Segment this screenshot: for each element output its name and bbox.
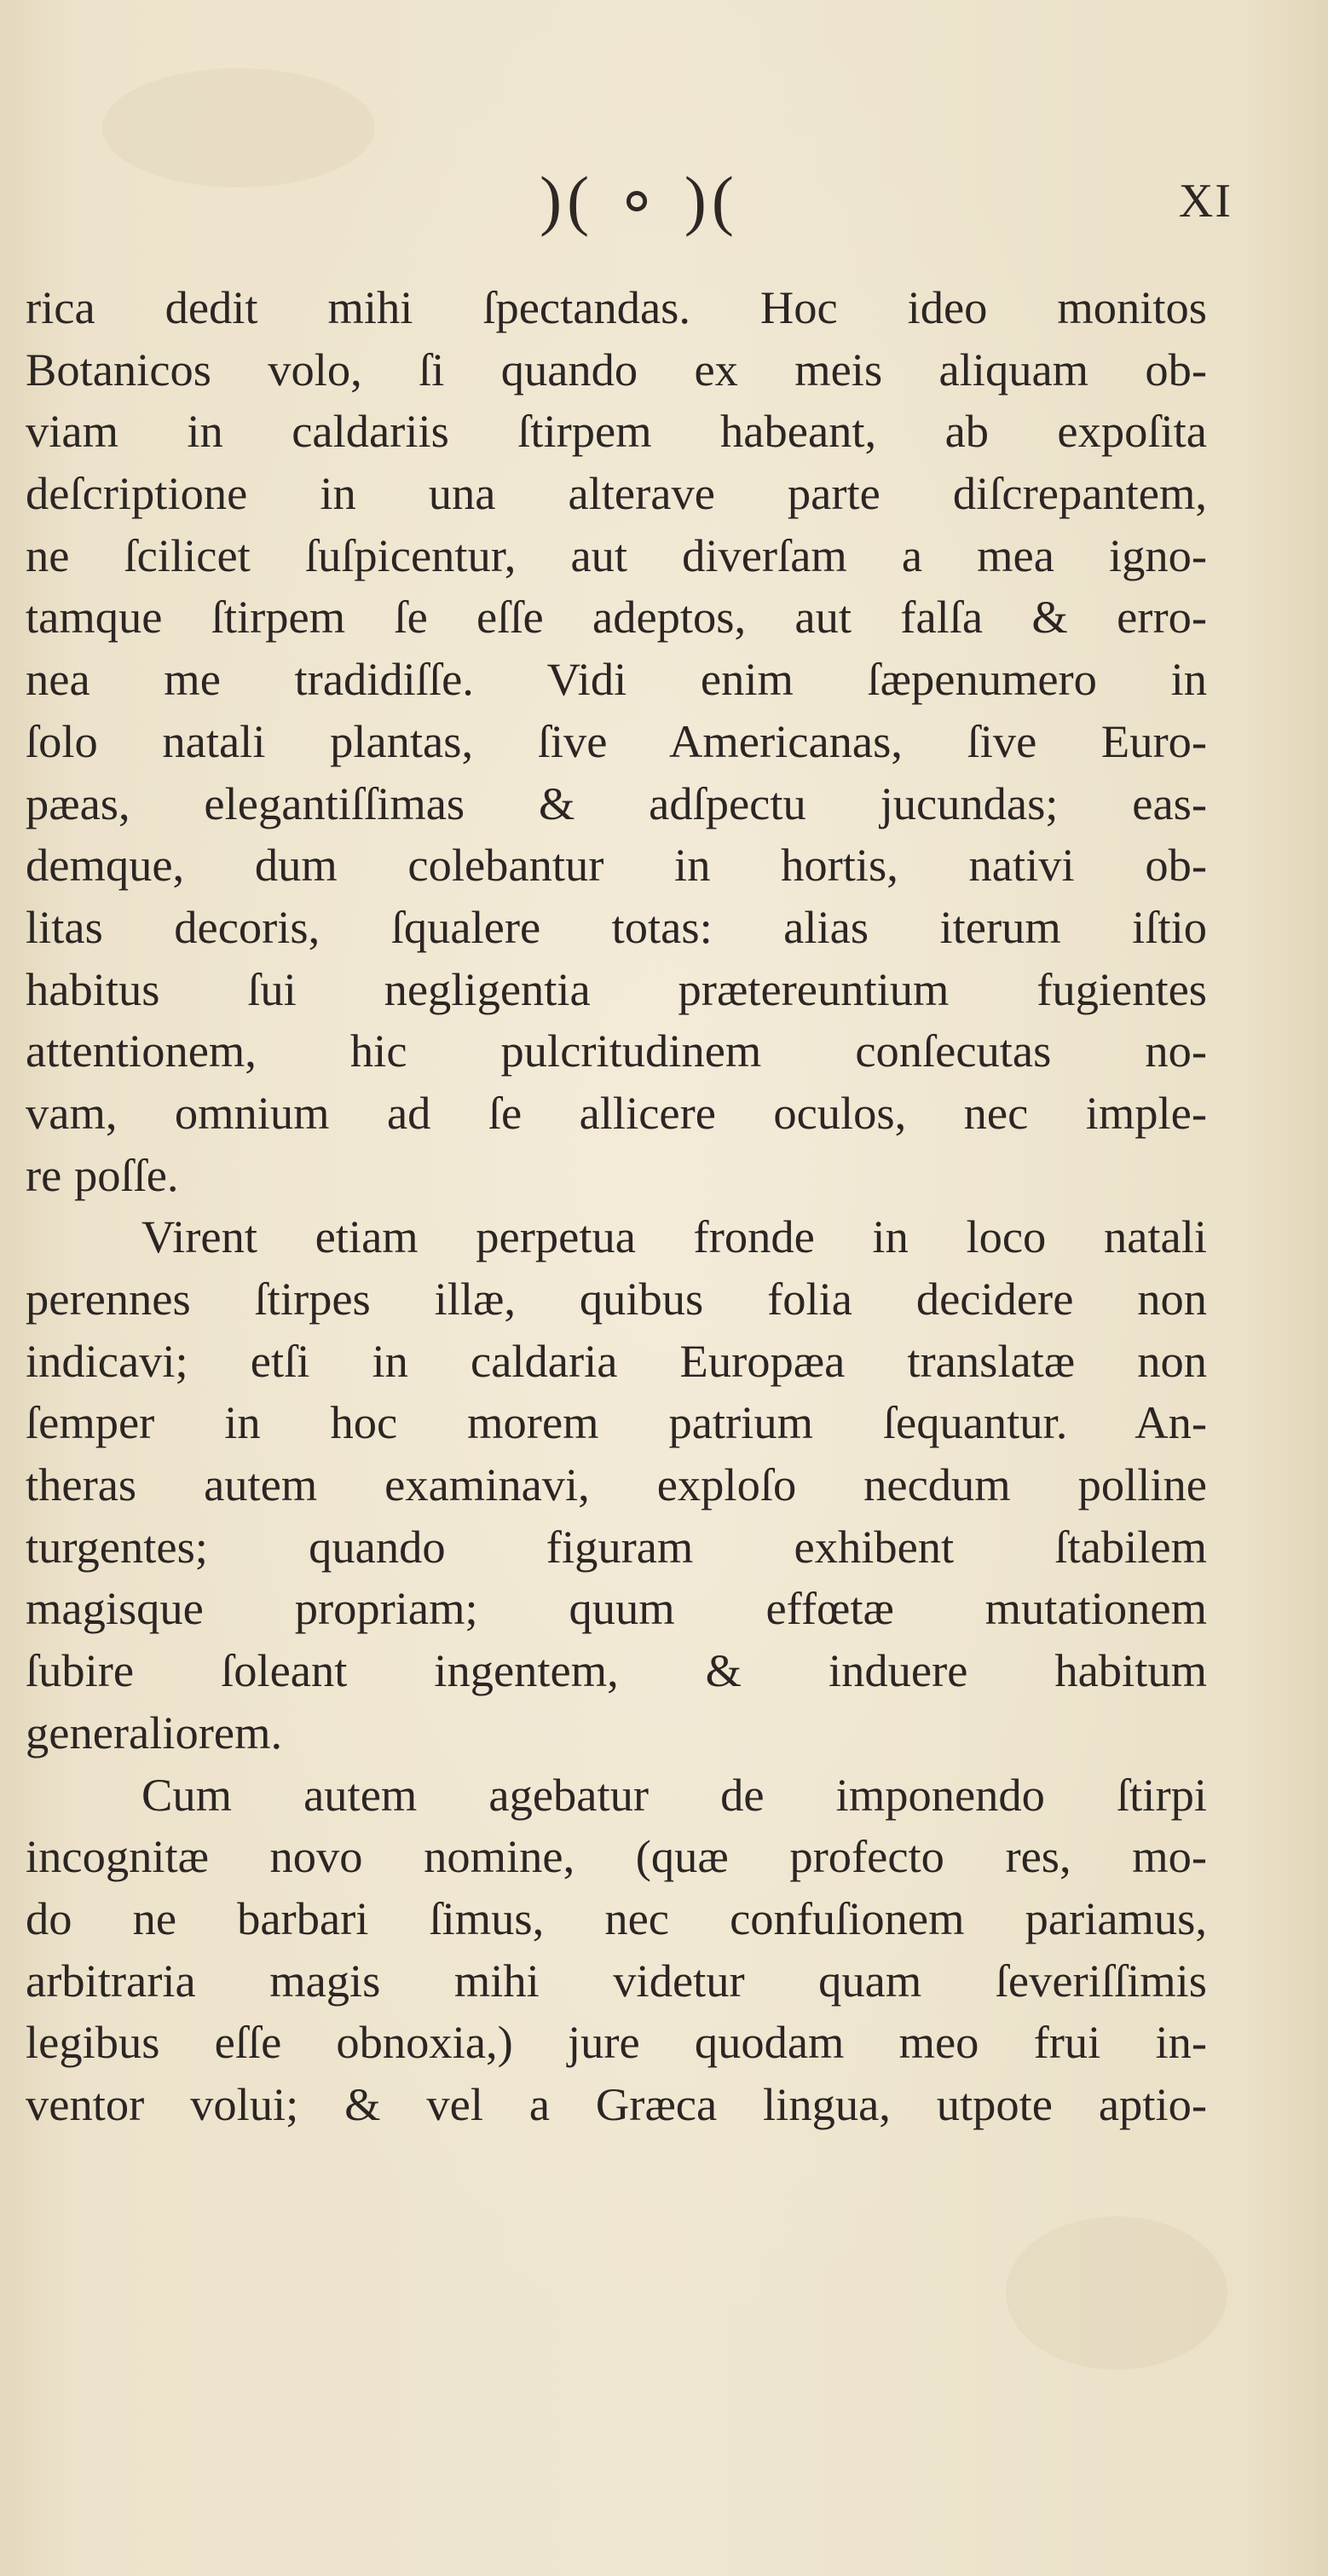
text-line: magisque propriam; quum effœtæ mutationem [26, 1582, 1207, 1635]
text-line: pæas, elegantiſſimas & adſpectu jucundas; eas- [26, 777, 1207, 829]
text-line: legibus eſſe obnoxia,) jure quodam meo frui in- [26, 2016, 1207, 2069]
text-line: attentionem, hic pulcritudinem conſecutas no- [26, 1025, 1207, 1077]
text-line: rica dedit mihi ſpectandas. Hoc ideo monitos [26, 281, 1207, 333]
text-line: vam, omnium ad ſe allicere oculos, nec imple- [26, 1086, 1207, 1139]
header-ornament: )( ∘ )( [540, 163, 739, 237]
text-line: re poſſe. [26, 1148, 179, 1201]
text-line: indicavi; etſi in caldaria Europæa translatæ non [26, 1334, 1207, 1387]
text-line: generaliorem. [26, 1706, 283, 1759]
paragraph-first-line: Cum autem agebatur de imponendo ſtirpi [141, 1768, 1207, 1821]
text-line: viam in caldariis ſtirpem habeant, ab expoſita [26, 405, 1207, 458]
text-line: litas decoris, ſqualere totas: alias iterum iſtio [26, 900, 1207, 953]
running-header [0, 162, 1328, 239]
text-line: incognitæ novo nomine, (quæ profecto res, mo- [26, 1830, 1207, 1883]
text-line: turgentes; quando figuram exhibent ſtabilem [26, 1520, 1207, 1573]
text-line: habitus ſui negligentia prætereuntium fugientes [26, 962, 1207, 1015]
page-number: XI [1178, 175, 1233, 228]
text-line: ſolo natali plantas, ſive Americanas, ſive Euro- [26, 714, 1207, 767]
text-line: Botanicos volo, ſi quando ex meis aliquam ob- [26, 343, 1207, 396]
text-line: ventor volui; & vel a Græca lingua, utpote aptio- [26, 2077, 1207, 2130]
body-text [26, 277, 1207, 2136]
text-line: tamque ſtirpem ſe eſſe adeptos, aut falſa & erro- [26, 591, 1207, 644]
paragraph-first-line: Virent etiam perpetua fronde in loco natali [141, 1210, 1207, 1263]
text-line: perennes ſtirpes illæ, quibus folia decidere non [26, 1273, 1207, 1325]
text-line: arbitraria magis mihi videtur quam ſeveriſſimis [26, 1954, 1207, 2007]
text-line: theras autem examinavi, exploſo necdum polline [26, 1458, 1207, 1511]
paper-stain [1006, 2216, 1227, 2370]
text-line: ſubire ſoleant ingentem, & induere habitum [26, 1644, 1207, 1697]
text-line: nea me tradidiſſe. Vidi enim ſæpenumero in [26, 653, 1207, 706]
text-line: ne ſcilicet ſuſpicentur, aut diverſam a mea igno- [26, 528, 1207, 581]
text-line: deſcriptione in una alterave parte diſcrepantem, [26, 467, 1207, 520]
text-line: ſemper in hoc morem patrium ſequantur. An- [26, 1396, 1207, 1449]
text-line: demque, dum colebantur in hortis, nativi ob- [26, 839, 1207, 892]
text-line: do ne barbari ſimus, nec confuſionem pariamus, [26, 1892, 1207, 1944]
